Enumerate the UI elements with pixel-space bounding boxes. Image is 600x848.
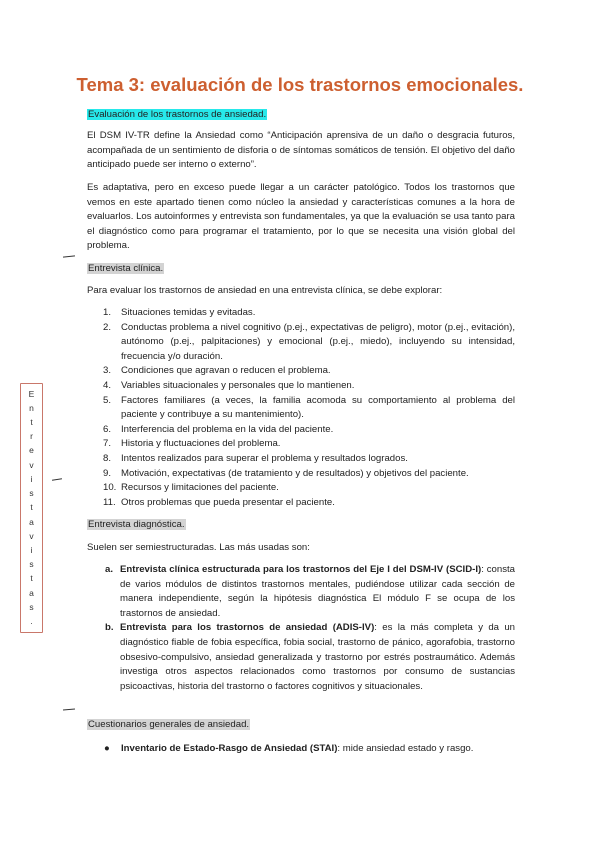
margin-note-char: t bbox=[30, 417, 33, 427]
list-item: 9. Motivación, expectativas (de tratamiento y de resultados) y objetivos del paciente. bbox=[103, 467, 469, 479]
diagnostic-interview-list bbox=[87, 563, 515, 694]
section-heading: Entrevista diagnóstica. bbox=[88, 519, 185, 530]
margin-note-char: t bbox=[30, 573, 33, 583]
clinical-intro: Para evaluar los trastornos de ansiedad en una entrevista clínica, se debe explorar: bbox=[87, 285, 443, 296]
section-anxiety-evaluation bbox=[87, 108, 515, 123]
list-item: a. Entrevista clínica estructurada para los trastornos del Eje I del DSM-IV (SCID-I): consta de varios módulos de distintos trastornos mentales, pudiéndose utilizar cada sección de manera independiente, según la hipótesis diagnóstica El módulo F se ocupa de los trastornos de ansiedad. bbox=[105, 564, 516, 619]
section-clinical-interview bbox=[87, 262, 515, 277]
clinical-explore-list bbox=[87, 306, 515, 510]
margin-note-char: . bbox=[30, 616, 33, 626]
margin-note-char: e bbox=[29, 445, 34, 455]
margin-note-char: v bbox=[29, 531, 34, 541]
list-item: 11. Otros problemas que pueda presentar el paciente. bbox=[103, 496, 335, 508]
margin-note-char: s bbox=[29, 602, 34, 612]
margin-tick-mark bbox=[63, 255, 75, 257]
margin-note-char: t bbox=[30, 502, 33, 512]
section-heading bbox=[87, 108, 515, 123]
section-heading: Entrevista clínica. bbox=[88, 263, 164, 274]
margin-note-char: r bbox=[30, 431, 33, 441]
margin-note-char: v bbox=[29, 460, 34, 470]
heading-highlight: Evaluación de los trastornos de ansiedad. bbox=[88, 109, 267, 120]
questionnaire-list bbox=[87, 742, 515, 757]
margin-note-char: E bbox=[28, 389, 35, 399]
section-heading: Cuestionarios generales de ansiedad. bbox=[88, 719, 250, 730]
list-item: 3. Condiciones que agravan o reducen el problema. bbox=[103, 365, 331, 377]
margin-note-box bbox=[20, 383, 43, 633]
list-item: 7. Historia y fluctuaciones del problema. bbox=[103, 438, 281, 450]
diagnostic-intro: Suelen ser semiestructuradas. Las más usadas son: bbox=[87, 542, 310, 553]
margin-note-char: i bbox=[30, 474, 33, 484]
margin-note-char: s bbox=[29, 488, 34, 498]
section-diagnostic-interview bbox=[87, 518, 515, 533]
paragraph-definition: El DSM IV-TR define la Ansiedad como “Anticipación aprensiva de un daño o desgracia futuros, acompañada de un sentimiento de disforia o de síntomas somáticos de tensión. El objetivo del daño anticipado puede ser interno o externo”. bbox=[87, 130, 515, 171]
list-item: b. Entrevista para los trastornos de ansiedad (ADIS-IV): es la más completa y da un diagnóstico fiable de fobia específica, fobia social, trastorno de pánico, agorafobia, trastorno obsesivo-compulsivo, ansiedad generalizada y trastorno por estrés postraumático. Además investiga otros aspectos relacionados como trastornos por consumo de sustancias psicoactivas, historia del trastorno o factores cognitivos y situacionales. bbox=[105, 622, 515, 692]
list-item: 10. Recursos y limitaciones del paciente. bbox=[103, 482, 279, 494]
margin-note-char: n bbox=[29, 403, 34, 413]
paragraph-adaptive: Es adaptativa, pero en exceso puede llegar a un carácter patológico. Todos los trastornos que vemos en este apartado tienen como núcleo la ansiedad y características comunes a la hora de evaluarlos. Los autoinformes y entrevista son fundamentales, ya que la evaluación se usa tanto para el diagnóstico como para programar el tratamiento, por lo que se necesita una visión global del problema. bbox=[87, 182, 515, 252]
margin-note-char: s bbox=[29, 559, 34, 569]
page-title: Tema 3: evaluación de los trastornos emocionales. bbox=[76, 74, 524, 95]
list-item: 8. Intentos realizados para superar el problema y resultados logrados. bbox=[103, 452, 408, 464]
margin-tick-mark bbox=[63, 708, 75, 710]
section-anxiety-questionnaires bbox=[87, 718, 515, 733]
list-item: ● Inventario de Estado-Rasgo de Ansiedad (STAI): mide ansiedad estado y rasgo. bbox=[87, 742, 515, 757]
bullet-icon: ● bbox=[104, 743, 110, 754]
list-item: 6. Interferencia del problema en la vida del paciente. bbox=[103, 423, 334, 435]
list-item: 1. Situaciones temidas y evitadas. bbox=[103, 307, 256, 318]
margin-note-char: a bbox=[29, 588, 34, 598]
margin-note-char: a bbox=[29, 517, 34, 527]
margin-tick-mark bbox=[52, 478, 62, 480]
list-item: 5. Factores familiares (a veces, la familia acomoda su comportamiento al problema del paciente y contribuye a su mantenimiento). bbox=[103, 394, 515, 421]
margin-note-char: i bbox=[30, 545, 33, 555]
list-item: 2. Conductas problema a nivel cognitivo (p.ej., expectativas de peligro), motor (p.ej., evitación), autónomo (p.ej., palpitaciones) y emocional (p.ej., miedo), incluyendo su intensidad, frecuencia y/o duración. bbox=[103, 321, 515, 362]
list-item: 4. Variables situacionales y personales que lo mantienen. bbox=[103, 379, 355, 391]
